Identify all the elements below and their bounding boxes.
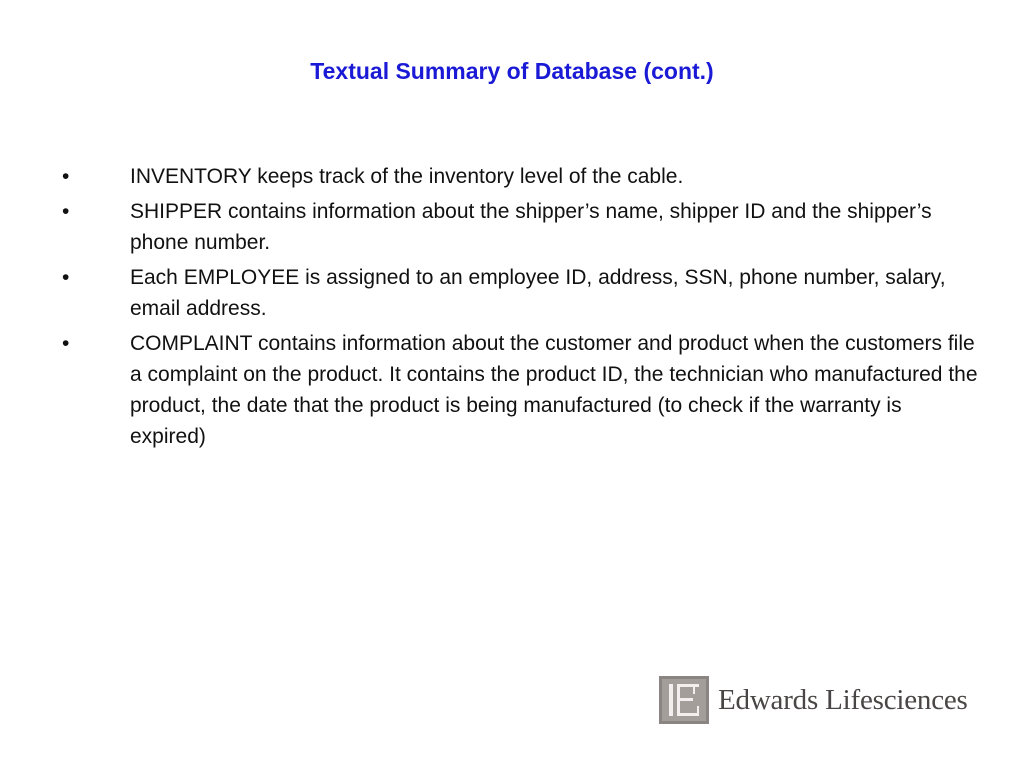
bullet-item-shipper	[58, 196, 978, 258]
company-logo	[659, 676, 968, 724]
slide-title: Textual Summary of Database (cont.)	[310, 58, 714, 84]
bullet-icon: •	[62, 332, 70, 355]
bullet-item-complaint	[58, 328, 978, 452]
edwards-logo-mark-icon	[659, 676, 709, 724]
bullet-text: INVENTORY keeps track of the inventory level of the cable.	[130, 165, 684, 188]
bullet-icon: •	[62, 200, 70, 223]
bullet-icon: •	[62, 266, 70, 289]
bullet-item-employee	[58, 262, 978, 324]
bullet-icon: •	[62, 165, 70, 188]
bullet-text: SHIPPER contains information about the shipper’s name, shipper ID and the shipper’s phone number.	[130, 200, 932, 254]
bullet-item-inventory	[58, 161, 978, 192]
bullet-list	[58, 161, 978, 456]
bullet-text: COMPLAINT contains information about the customer and product when the customers file a complaint on the product. It contains the product ID, the technician who manufactured the product, the date that the product is being manufactured (to check if the warranty is expired)	[130, 332, 978, 448]
bullet-text: Each EMPLOYEE is assigned to an employee ID, address, SSN, phone number, salary, email address.	[130, 266, 946, 320]
company-name: Edwards Lifesciences	[718, 683, 968, 716]
